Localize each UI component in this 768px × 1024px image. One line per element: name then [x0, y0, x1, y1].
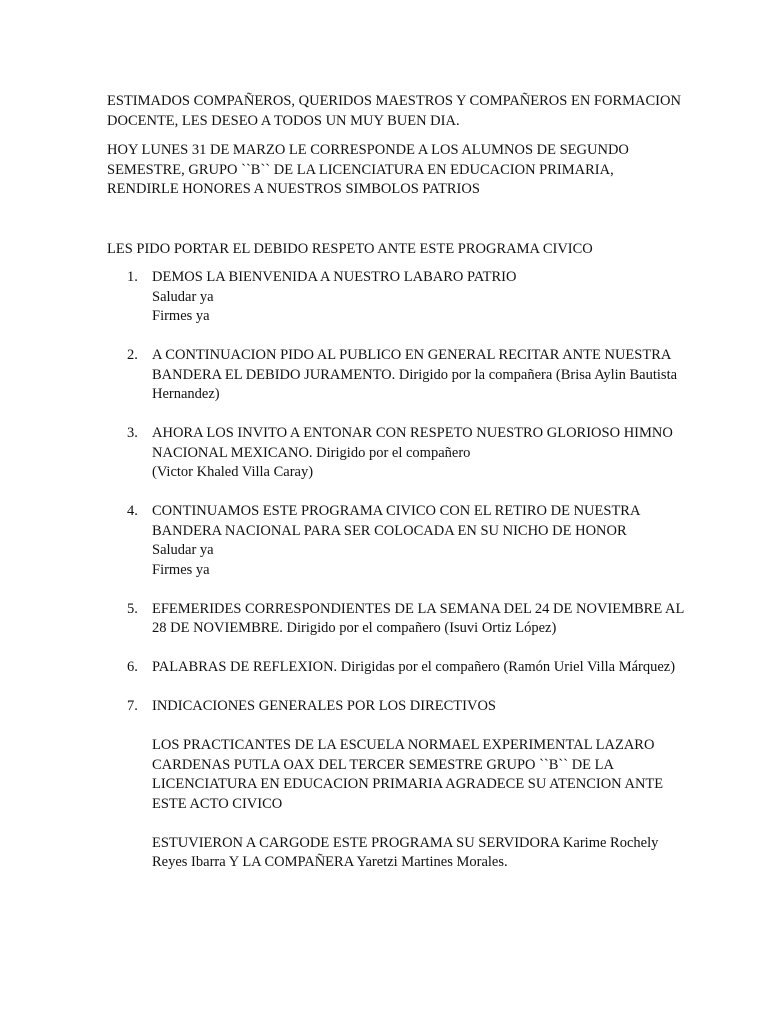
item-subline: Firmes ya [152, 561, 210, 578]
item-subline: (Victor Khaled Villa Caray) [152, 464, 314, 480]
list-item [107, 697, 687, 717]
list-item [107, 658, 687, 678]
item-number: 6. [127, 659, 138, 675]
item-text: INDICACIONES GENERALES POR LOS DIRECTIVOS [152, 698, 496, 714]
thanks-paragraph: LOS PRACTICANTES DE LA ESCUELA NORMAEL EXPERIMENTAL LAZARO CARDENAS PUTLA OAX DEL TERCER SEMESTRE GRUPO ``B`` DE LA LICENCIATURA EN EDUCACION PRIMARIA AGRADECE SU ATENCION ANTE ESTE ACTO CIVICO [152, 737, 664, 812]
list-item [107, 600, 687, 639]
item-number: 1. [127, 269, 138, 285]
request-paragraph: LES PIDO PORTAR EL DEBIDO RESPETO ANTE ESTE PROGRAMA CIVICO [107, 240, 593, 257]
item-number: 5. [127, 600, 138, 617]
item-subline: Firmes ya [152, 308, 210, 324]
item-subline: Saludar ya [152, 542, 214, 558]
list-item [107, 268, 687, 327]
item-number: 4. [127, 503, 138, 519]
item-text: A CONTINUACION PIDO AL PUBLICO EN GENERAL RECITAR ANTE NUESTRA BANDERA EL DEBIDO JURAMENTO. Dirigido por la compañera (Brisa Aylin Bautista Hernandez) [152, 347, 678, 402]
list-item [107, 424, 687, 483]
program-list [107, 268, 687, 717]
item-number: 3. [127, 425, 138, 441]
item-text: CONTINUAMOS ESTE PROGRAMA CIVICO CON EL RETIRO DE NUESTRA BANDERA NACIONAL PARA SER COLOCADA EN SU NICHO DE HONOR [152, 503, 640, 539]
list-item [107, 502, 687, 580]
announcement-paragraph: HOY LUNES 31 DE MARZO LE CORRESPONDE A LOS ALUMNOS DE SEGUNDO SEMESTRE, GRUPO ``B`` DE LA LICENCIATURA EN EDUCACION PRIMARIA, RENDIRLE HONORES A NUESTROS SIMBOLOS PATRIOS [107, 142, 629, 197]
credits-paragraph: ESTUVIERON A CARGODE ESTE PROGRAMA SU SERVIDORA Karime Rochely Reyes Ibarra Y LA COMPAÑERA Yaretzi Martines Morales. [152, 834, 659, 870]
item-number: 7. [127, 698, 138, 714]
list-item [107, 346, 687, 405]
item-number: 2. [127, 347, 138, 363]
item-subline: Saludar ya [152, 288, 214, 305]
item-text: EFEMERIDES CORRESPONDIENTES DE LA SEMANA DEL 24 DE NOVIEMBRE AL 28 DE NOVIEMBRE. Dirigido por el compañero (Isuvi Ortiz López) [152, 600, 684, 636]
document-page [107, 92, 687, 873]
item-text: AHORA LOS INVITO A ENTONAR CON RESPETO NUESTRO GLORIOSO HIMNO NACIONAL MEXICANO. Dirigido por el compañero [152, 425, 673, 461]
item-text: DEMOS LA BIENVENIDA A NUESTRO LABARO PATRIO [152, 269, 517, 285]
item-text: PALABRAS DE REFLEXION. Dirigidas por el compañero (Ramón Uriel Villa Márquez) [152, 659, 676, 675]
greeting-paragraph: ESTIMADOS COMPAÑEROS, QUERIDOS MAESTROS Y COMPAÑEROS EN FORMACION DOCENTE, LES DESEO A TODOS UN MUY BUEN DIA. [107, 93, 681, 129]
